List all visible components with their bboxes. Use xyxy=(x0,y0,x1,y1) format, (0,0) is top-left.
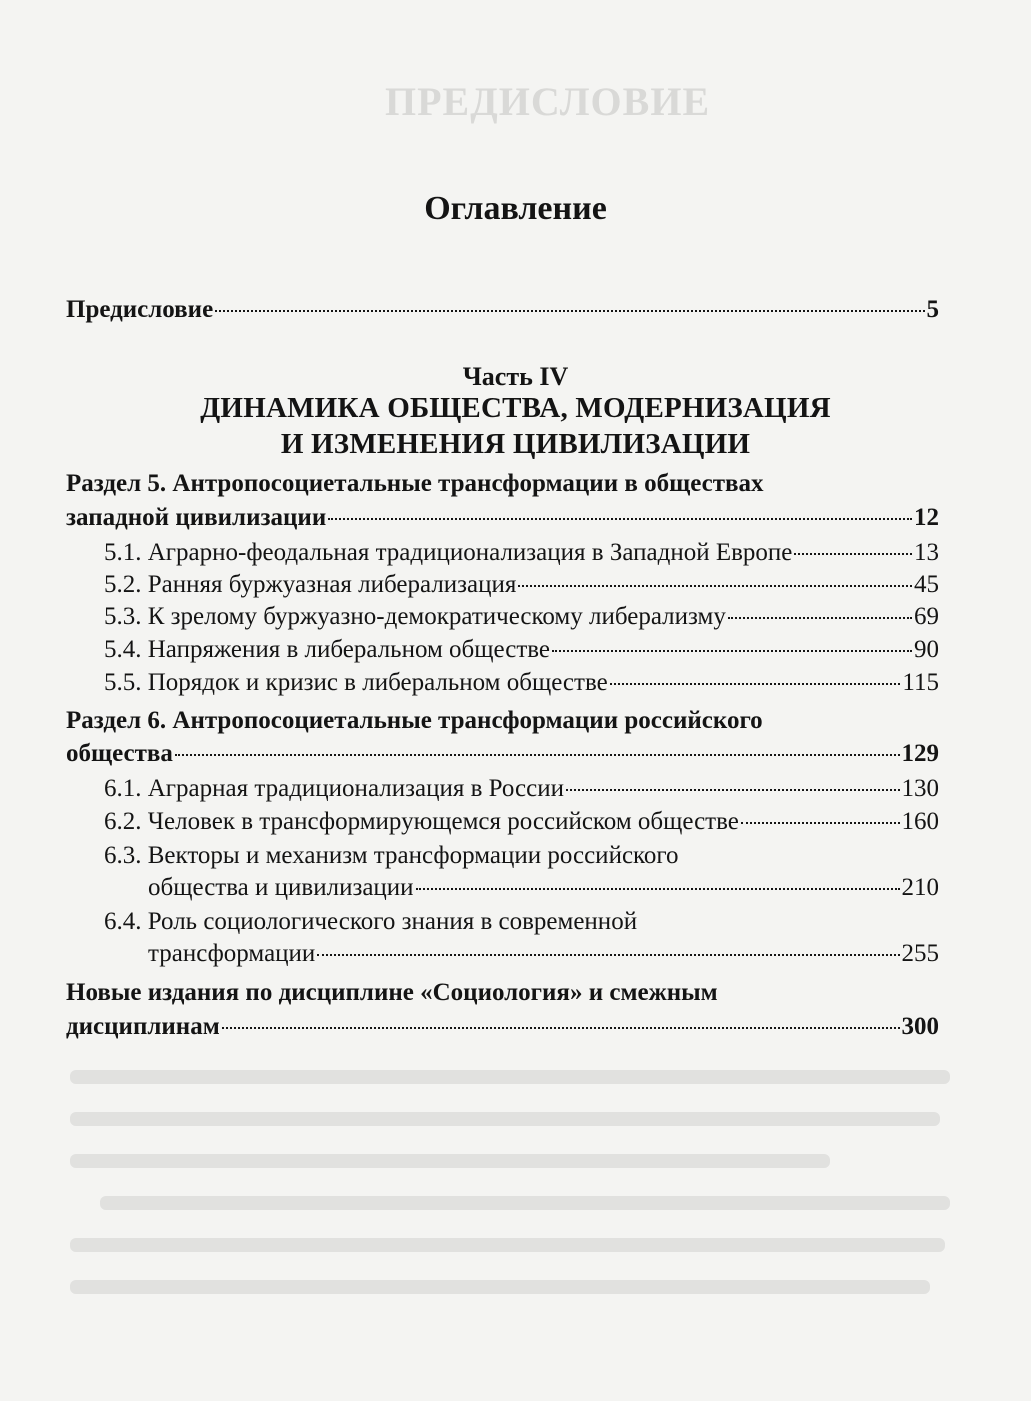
toc-entry-text: общества xyxy=(66,740,173,767)
toc-entry-text: дисциплинам xyxy=(66,1013,220,1040)
toc-page-number: 255 xyxy=(901,940,939,967)
toc-page-number: 160 xyxy=(901,808,939,835)
toc-entry-preface[interactable] xyxy=(66,296,939,324)
toc-page-number: 210 xyxy=(901,874,939,901)
dot-leader xyxy=(328,518,912,520)
toc-page-number: 115 xyxy=(902,669,939,696)
dot-leader xyxy=(741,822,900,824)
toc-entry-text: 6.2. Человек в трансформирующемся российском обществе xyxy=(104,808,739,835)
toc-entry-6-4-line1[interactable]: 6.4. Роль социологического знания в современной xyxy=(104,908,638,935)
toc-entry-6-3-line1[interactable]: 6.3. Векторы и механизм трансформации российского xyxy=(104,842,679,869)
dot-leader xyxy=(794,553,912,555)
toc-entry-5-4[interactable] xyxy=(104,636,939,664)
toc-entry-text: 5.5. Порядок и кризис в либеральном обществе xyxy=(104,669,608,696)
toc-entry-text: западной цивилизации xyxy=(66,504,327,531)
toc-page-number: 129 xyxy=(901,740,939,767)
dot-leader xyxy=(175,754,900,756)
toc-entry-text: 5.4. Напряжения в либеральном обществе xyxy=(104,636,551,663)
toc-entry-new-editions[interactable] xyxy=(66,1013,939,1041)
section6-heading[interactable]: Раздел 6. Антропосоциетальные трансформации российского xyxy=(66,707,763,734)
toc-page-number: 300 xyxy=(901,1013,939,1040)
toc-entry-6-4[interactable] xyxy=(148,940,939,968)
part-title-line1: ДИНАМИКА ОБЩЕСТВА, МОДЕРНИЗАЦИЯ xyxy=(200,392,831,424)
section5-heading[interactable]: Раздел 5. Антропосоциетальные трансформации в обществах xyxy=(66,470,764,497)
new-editions-heading[interactable]: Новые издания по дисциплине «Социология» и смежным xyxy=(66,979,718,1006)
toc-entry-5-1[interactable] xyxy=(104,539,939,567)
dot-leader xyxy=(416,888,900,890)
toc-entry-6-2[interactable] xyxy=(104,808,939,836)
toc-page-number: 45 xyxy=(914,571,939,598)
toc-entry-5-2[interactable] xyxy=(104,571,939,599)
dot-leader xyxy=(215,310,924,312)
dot-leader xyxy=(566,789,900,791)
dot-leader xyxy=(518,585,912,587)
dot-leader xyxy=(610,683,901,685)
dot-leader xyxy=(317,954,899,956)
toc-entry-text: Предисловие xyxy=(66,296,214,323)
toc-entry-text: 5.2. Ранняя буржуазная либерализация xyxy=(104,571,517,598)
dot-leader xyxy=(552,650,912,652)
toc-page-number: 90 xyxy=(914,636,939,663)
bleed-through-heading: ПРЕДИСЛОВИЕ xyxy=(385,79,711,124)
toc-entry-text: 6.1. Аграрная традиционализация в России xyxy=(104,775,564,802)
toc-entry-text: 5.3. К зрелому буржуазно-демократическому либерализму xyxy=(104,603,726,630)
toc-page-number: 5 xyxy=(926,296,939,323)
toc-title: Оглавление xyxy=(424,190,607,227)
toc-page-number: 13 xyxy=(914,539,939,566)
toc-entry-5-3[interactable] xyxy=(104,603,939,631)
dot-leader xyxy=(728,617,912,619)
toc-page-number: 130 xyxy=(901,775,939,802)
bleed-through-lines xyxy=(70,1060,961,1330)
toc-entry-text: общества и цивилизации xyxy=(148,874,414,901)
toc-entry-6-3[interactable] xyxy=(148,874,939,902)
toc-page-number: 69 xyxy=(914,603,939,630)
toc-entry-section5[interactable] xyxy=(66,504,939,532)
part-title-line2: И ИЗМЕНЕНИЯ ЦИВИЛИЗАЦИИ xyxy=(280,428,751,460)
toc-entry-5-5[interactable] xyxy=(104,669,939,697)
toc-page-number: 12 xyxy=(914,504,939,531)
dot-leader xyxy=(222,1027,900,1029)
bleed-through-texture xyxy=(70,1060,961,1330)
toc-entry-section6[interactable] xyxy=(66,740,939,768)
toc-entry-6-1[interactable] xyxy=(104,775,939,803)
toc-entry-text: трансформации xyxy=(148,940,316,967)
part-label: Часть IV xyxy=(462,362,569,391)
toc-entry-text: 5.1. Аграрно-феодальная традиционализация в Западной Европе xyxy=(104,539,793,566)
